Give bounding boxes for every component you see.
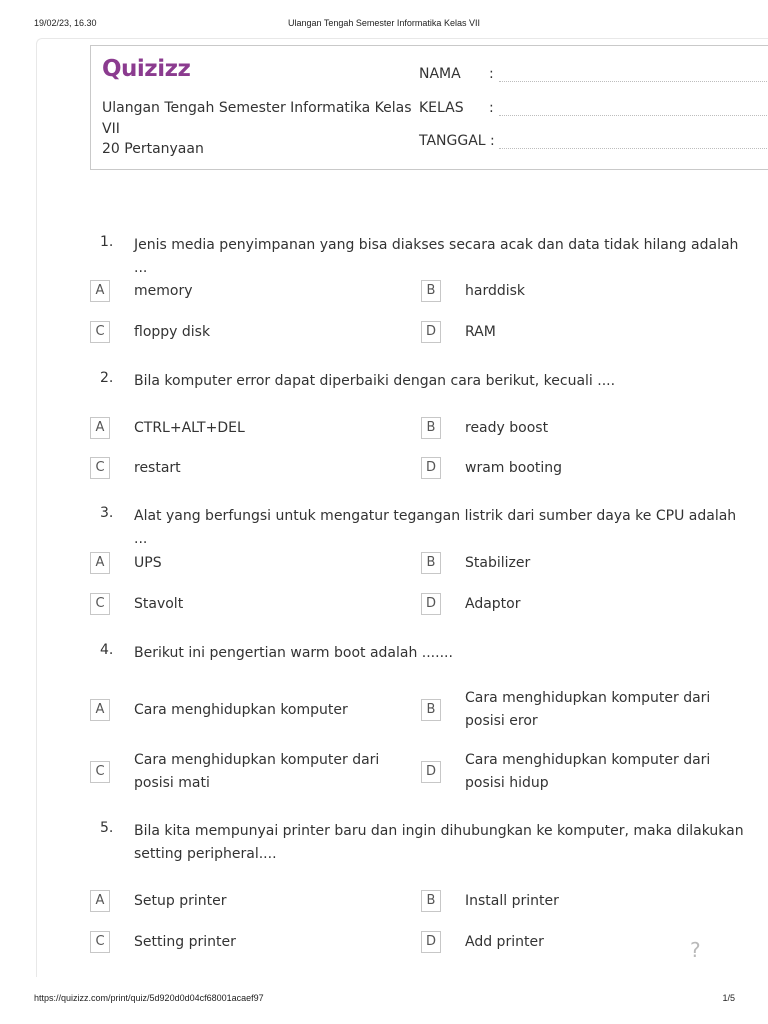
option-text: Stavolt [134,596,184,612]
question-text: Alat yang berfungsi untuk mengatur tegangan listrik dari sumber daya ke CPU adalah ... [134,508,737,547]
question-mark-icon[interactable]: ? [690,938,701,962]
print-datetime: 19/02/23, 16.30 [34,18,97,28]
option-text: Add printer [465,934,544,950]
option-text: Cara menghidupkan komputer [134,702,348,718]
quiz-header [90,45,768,170]
option-text: Cara menghidupkan komputer dari posisi hidup [465,752,711,791]
option-letter: C [90,593,110,615]
question-number: 1. [100,234,114,250]
option-text: Adaptor [465,596,521,612]
option-letter: B [421,552,441,574]
option-text: UPS [134,555,162,571]
print-url: https://quizizz.com/print/quiz/5d920d0d04cf68001acaef97 [34,993,264,1003]
field-label: TANGGAL : [419,133,495,149]
question-text: Jenis media penyimpanan yang bisa diakses secara acak dan data tidak hilang adalah ... [134,237,739,276]
field-line [499,114,768,116]
option-text: Install printer [465,893,559,909]
option-letter: A [90,552,110,574]
option-letter: B [421,890,441,912]
option-letter: A [90,280,110,302]
option-text: ready boost [465,420,549,436]
question-number: 4. [100,642,114,658]
option-text: wram booting [465,460,563,476]
option-text: restart [134,460,181,476]
option-letter: D [421,457,441,479]
option-text: memory [134,283,193,299]
option-text: Setup printer [134,893,227,909]
option-letter: A [90,417,110,439]
print-title: Ulangan Tengah Semester Informatika Kelas VII [288,18,480,28]
field-label: KELAS [419,100,464,116]
question-text: Berikut ini pengertian warm boot adalah ....... [134,645,453,661]
option-letter: A [90,699,110,721]
field-colon: : [489,66,494,82]
option-text: Stabilizer [465,555,531,571]
question-text: Bila kita mempunyai printer baru dan ingin dihubungkan ke komputer, maka dilakukan setting peripheral.... [134,823,744,862]
question-text: Bila komputer error dapat diperbaiki dengan cara berikut, kecuali .... [134,373,616,389]
option-text: harddisk [465,283,526,299]
option-text: CTRL+ALT+DEL [134,420,245,436]
field-label: NAMA [419,66,461,82]
option-letter: C [90,321,110,343]
question-number: 3. [100,505,114,521]
question-number: 2. [100,370,114,386]
quiz-title: Ulangan Tengah Semester Informatika Kelas VII [102,100,412,137]
option-letter: B [421,699,441,721]
question-count: 20 Pertanyaan [102,141,204,157]
option-text: Setting printer [134,934,236,950]
option-letter: C [90,457,110,479]
option-letter: C [90,931,110,953]
option-letter: B [421,280,441,302]
quizizz-logo: Quizizz [102,56,191,82]
option-letter: D [421,321,441,343]
field-colon: : [489,100,494,116]
question-number: 5. [100,820,114,836]
option-text: RAM [465,324,496,340]
field-line [499,147,768,149]
option-letter: D [421,761,441,783]
print-page-number: 1/5 [722,993,735,1003]
option-text: Cara menghidupkan komputer dari posisi eror [465,690,711,729]
field-line [499,80,768,82]
option-letter: A [90,890,110,912]
option-letter: C [90,761,110,783]
option-letter: B [421,417,441,439]
option-letter: D [421,593,441,615]
option-letter: D [421,931,441,953]
option-text: floppy disk [134,324,211,340]
option-text: Cara menghidupkan komputer dari posisi mati [134,752,380,791]
